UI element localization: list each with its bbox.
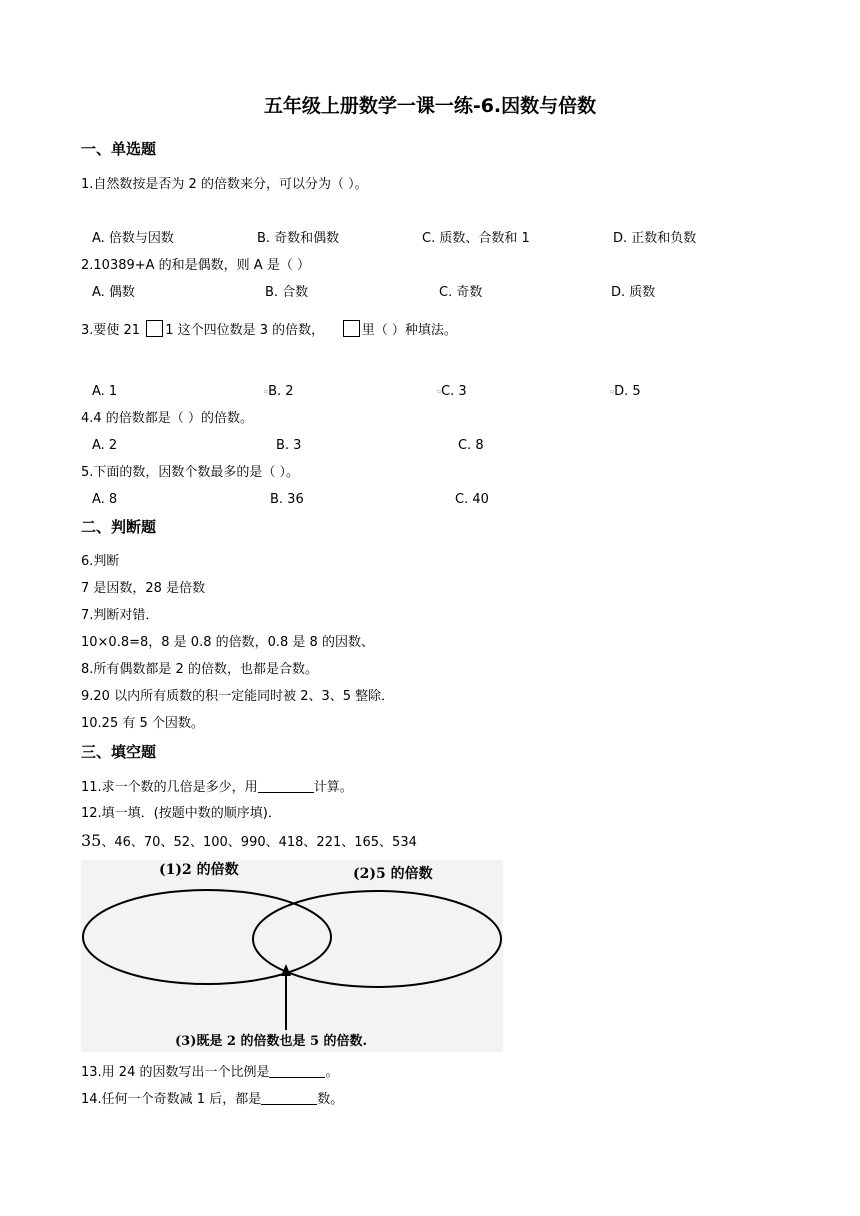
venn-diagram [81,860,503,1052]
answer-blank[interactable] [261,1090,317,1105]
q2-option-a[interactable]: A. 偶数 [92,285,135,300]
q1-option-d[interactable]: D. 正数和负数 [613,231,697,246]
venn-label-5-multiples: (2)5 的倍数 [353,866,433,882]
question-1: 1.自然数按是否为 2 的倍数来分，可以分为（ ）。 [81,177,368,192]
question-2: 2.10389+A 的和是偶数，则 A 是（ ） [81,258,310,273]
q3-option-d-label: D. 5 [614,384,641,399]
q3-option-b-label: B. 2 [268,384,294,399]
section-heading-single-choice: 一、单选题 [81,140,157,158]
judge-line: 9.20 以内所有质数的积一定能同时被 2、3、5 整除． [81,689,395,704]
question-4: 4.4 的倍数都是（ ）的倍数。 [81,411,253,426]
question-13 [81,1063,339,1082]
q3-option-a[interactable]: A. 1 [92,384,118,399]
judge-line: 10×0.8=8，8 是 0.8 的倍数，0.8 是 8 的因数、 [81,635,374,650]
q13-prefix: 13.用 24 的因数写出一个比例是 [81,1065,270,1080]
q1-option-a[interactable]: A. 倍数与因数 [92,231,174,246]
q14-suffix: 数。 [317,1092,344,1107]
venn-label-both: (3)既是 2 的倍数也是 5 的倍数. [175,1034,368,1049]
q13-suffix: 。 [325,1065,339,1080]
question-5: 5.下面的数，因数个数最多的是（ ）。 [81,465,300,480]
q1-option-c[interactable]: C. 质数、合数和 1 [422,231,530,246]
q3-mid: 1 这个四位数是 3 的倍数， [165,323,325,338]
judge-line: 8.所有偶数都是 2 的倍数，也都是合数。 [81,662,318,677]
q11-prefix: 11.求一个数的几倍是多少，用 [81,780,258,795]
q3-prefix: 3.要使 21 [81,323,145,338]
q1-option-b[interactable]: B. 奇数和偶数 [257,231,340,246]
q3-option-b[interactable] [264,383,294,401]
section-heading-true-false: 二、判断题 [81,518,157,536]
q2-option-d[interactable]: D. 质数 [611,285,656,300]
venn-label-2-multiples: (1)2 的倍数 [159,862,239,878]
question-3 [81,320,457,340]
q4-option-a[interactable]: A. 2 [92,438,118,453]
q14-prefix: 14.任何一个奇数减 1 后，都是 [81,1092,262,1107]
venn-circle-right [253,891,501,987]
q12-numbers: 、46、70、52、100、990、418、221、165、534 [101,835,417,850]
page-title: 五年级上册数学一课一练-6.因数与倍数 [263,95,597,117]
q12-number-list [81,832,417,852]
q2-option-b[interactable]: B. 合数 [265,285,309,300]
q12-first-number: 35 [81,831,102,850]
small-mark-icon: ▫ [610,388,615,395]
q3-option-c[interactable] [437,383,467,401]
judge-line: 6.判断 [81,554,120,569]
q3-option-d[interactable] [610,383,641,401]
question-14 [81,1090,343,1109]
answer-blank[interactable] [269,1063,325,1078]
q3-option-c-label: C. 3 [441,384,467,399]
q5-option-c[interactable]: C. 40 [455,492,489,507]
question-11 [81,778,353,797]
q4-option-c[interactable]: C. 8 [458,438,484,453]
blank-box [343,320,360,337]
q5-option-b[interactable]: B. 36 [270,492,304,507]
q5-option-a[interactable]: A. 8 [92,492,118,507]
q11-suffix: 计算。 [313,780,353,795]
q2-option-c[interactable]: C. 奇数 [439,285,483,300]
question-12: 12.填一填．(按题中数的顺序填)． [81,806,281,821]
venn-svg [81,860,503,1052]
small-mark-icon: ▫ [264,388,269,395]
judge-line: 10.25 有 5 个因数。 [81,716,204,731]
section-heading-fill-in: 三、填空题 [81,743,157,761]
q4-option-b[interactable]: B. 3 [276,438,302,453]
blank-box [146,320,163,337]
q3-suffix: 里（ ）种填法。 [361,323,457,338]
judge-line: 7.判断对错． [81,608,159,623]
small-mark-icon: ▫ [437,388,442,395]
answer-blank[interactable] [258,778,314,793]
judge-line: 7 是因数，28 是倍数 [81,581,206,596]
